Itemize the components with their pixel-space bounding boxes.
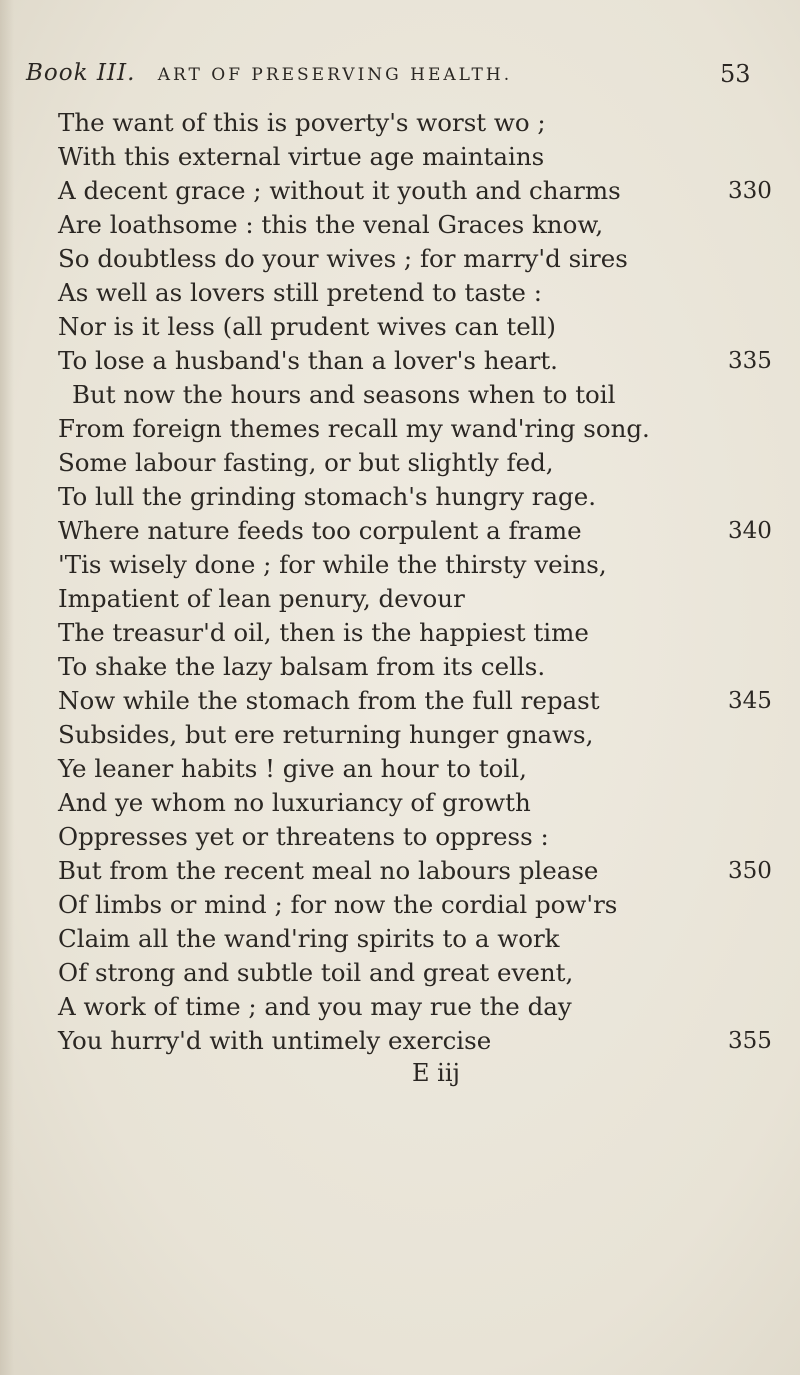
poem-line: Where nature feeds too corpulent a frame [58,516,582,545]
page-gutter-shadow [0,0,14,1375]
poem-line: But now the hours and seasons when to toil [72,380,616,409]
poem-line: Are loathsome : this the venal Graces know, [58,210,604,239]
poem-line: Nor is it less (all prudent wives can tell) [58,312,556,341]
poem-line: Of limbs or mind ; for now the cordial pow'rs [58,890,618,919]
line-number: 340 [728,518,772,544]
signature-mark: E iij [412,1059,460,1087]
poem-line: With this external virtue age maintains [58,142,545,171]
poem-line: Ye leaner habits ! give an hour to toil, [58,754,527,783]
poem-line: Oppresses yet or threatens to oppress : [58,822,549,851]
poem-line: The treasur'd oil, then is the happiest time [58,618,589,647]
poem-line: The want of this is poverty's worst wo ; [58,108,546,137]
poem-line: So doubtless do your wives ; for marry'd sires [58,244,628,273]
running-title: ART OF PRESERVING HEALTH. [157,65,513,85]
poem-line: But from the recent meal no labours please [58,856,599,885]
poem-line: You hurry'd with untimely exercise [58,1026,492,1055]
page-number: 53 [720,60,751,88]
poem-line: To shake the lazy balsam from its cells. [58,652,546,681]
line-number: 355 [728,1028,772,1054]
poem-line: A work of time ; and you may rue the day [58,992,572,1021]
poem-line: Claim all the wand'ring spirits to a work [58,924,560,953]
running-header [26,60,626,100]
poem-line: To lose a husband's than a lover's heart. [58,346,558,375]
poem-line: Some labour fasting, or but slightly fed, [58,448,554,477]
book-label: Book III. [26,60,136,86]
poem-line: Now while the stomach from the full repast [58,686,600,715]
poem-line: From foreign themes recall my wand'ring song. [58,414,650,443]
poem-line: Of strong and subtle toil and great event, [58,958,574,987]
poem-line: To lull the grinding stomach's hungry rage. [58,482,596,511]
line-number: 330 [728,178,772,204]
line-number: 335 [728,348,772,374]
line-number: 345 [728,688,772,714]
poem-line: Subsides, but ere returning hunger gnaws, [58,720,594,749]
poem-line: And ye whom no luxuriancy of growth [58,788,531,817]
poem-line: As well as lovers still pretend to taste : [58,278,542,307]
line-number: 350 [728,858,772,884]
poem-line: A decent grace ; without it youth and charms [58,176,621,205]
poem-line: Impatient of lean penury, devour [58,584,465,613]
poem-line: 'Tis wisely done ; for while the thirsty veins, [58,550,607,579]
